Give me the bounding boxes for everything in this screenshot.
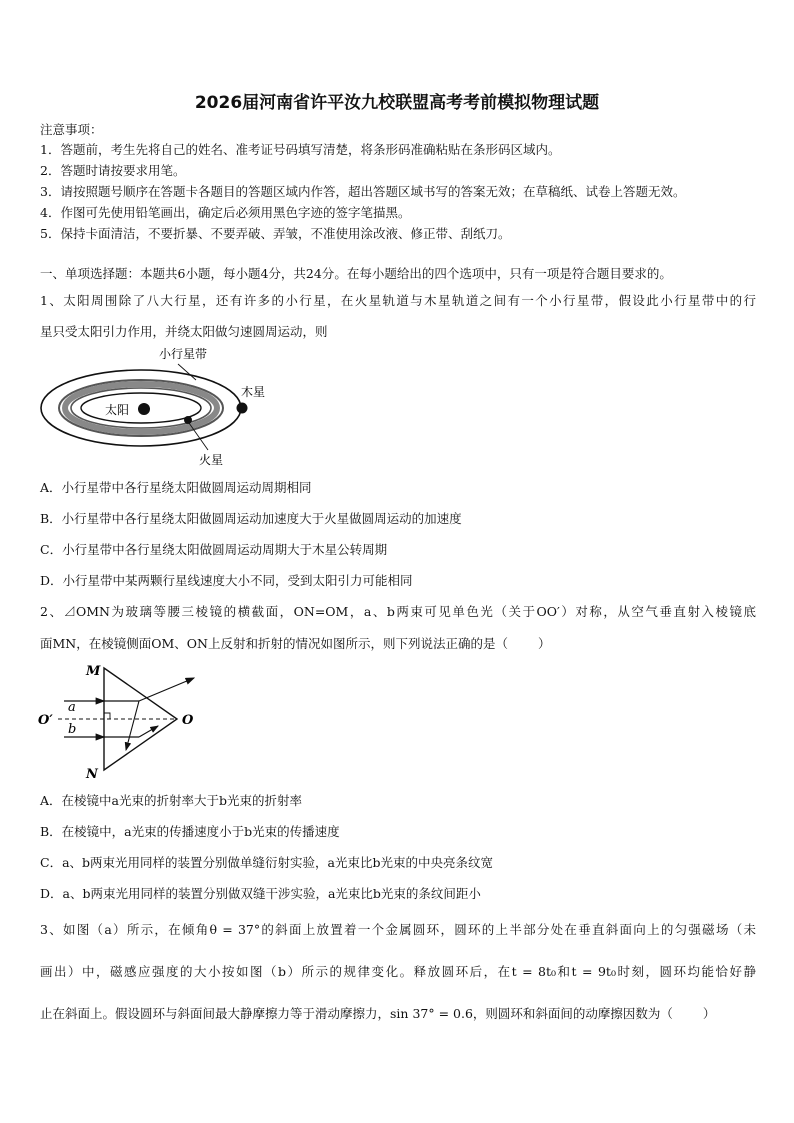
label-b: b xyxy=(68,722,77,737)
orbit-diagram xyxy=(36,342,276,470)
question-2-paren-close: ） xyxy=(537,636,551,651)
question-3-stem-line-1: 3、如图（a）所示，在倾角θ = 37°的斜面上放置着一个金属圆环，圆环的上半部分处在垂直斜面向上的匀强磁场（未 xyxy=(40,922,756,937)
question-2-option-a: A．在棱镜中a光束的折射率大于b光束的折射率 xyxy=(40,793,302,808)
ray-b-reflected xyxy=(139,726,158,737)
ray-a-refracted xyxy=(139,678,194,701)
label-m: M xyxy=(86,664,101,679)
notice-item-4: 4．作图可先使用铅笔画出，确定后必须用黑色字迹的签字笔描黑。 xyxy=(40,205,411,220)
question-1-stem-line-1: 1、太阳周围除了八大行星，还有许多的小行星，在火星轨道与木星轨道之间有一个小行星带，假设此小行星带中的行 xyxy=(40,293,756,308)
label-a: a xyxy=(68,700,76,715)
question-3-stem-line-3-text: 止在斜面上。假设圆环与斜面间最大静摩擦力等于滑动摩擦力，sin 37° = 0.6，则圆环和斜面间的动摩擦因数为（ xyxy=(40,1006,673,1021)
question-2-option-c: C．a、b两束光用同样的装置分别做单缝衍射实验，a光束比b光束的中央亮条纹宽 xyxy=(40,855,493,870)
ray-a-reflected xyxy=(126,701,139,750)
belt-pointer xyxy=(178,364,196,380)
notice-item-5: 5．保持卡面清洁，不要折暴、不要弄破、弄皱，不准使用涂改液、修正带、刮纸刀。 xyxy=(40,226,511,241)
notice-item-1: 1．答题前，考生先将自己的姓名、准考证号码填写清楚，将条形码准确粘贴在条形码区域内。 xyxy=(40,142,561,157)
belt-label: 小行星带 xyxy=(159,347,208,361)
jupiter-label: 木星 xyxy=(241,385,266,399)
question-1-option-b: B．小行星带中各行星绕太阳做圆周运动加速度大于火星做圆周运动的加速度 xyxy=(40,511,462,526)
question-3-stem-line-3 xyxy=(40,1006,715,1022)
question-1-option-a: A．小行星带中各行星绕太阳做圆周运动周期相同 xyxy=(40,480,312,495)
section-heading: 一、单项选择题：本题共6小题，每小题4分，共24分。在每小题给出的四个选项中，只有一项是符合题目要求的。 xyxy=(40,266,672,281)
question-1-stem-line-2: 星只受太阳引力作用，并绕太阳做匀速圆周运动，则 xyxy=(40,324,328,339)
jupiter xyxy=(237,403,248,414)
page-title: 2026届河南省许平汝九校联盟高考考前模拟物理试题 xyxy=(194,93,600,113)
label-n: N xyxy=(86,767,98,782)
label-o: O xyxy=(182,713,194,728)
question-1-option-c: C．小行星带中各行星绕太阳做圆周运动周期大于木星公转周期 xyxy=(40,542,388,557)
notice-item-3: 3．请按照题号顺序在答题卡各题目的答题区域内作答，超出答题区域书写的答案无效；在草稿纸、试卷上答题无效。 xyxy=(40,184,686,199)
question-1-option-d: D．小行星带中某两颗行星线速度大小不同，受到太阳引力可能相同 xyxy=(40,573,413,588)
question-2-stem-line-2-text: 面MN，在棱镜侧面OM、ON上反射和折射的情况如图所示，则下列说法正确的是（ xyxy=(40,636,508,651)
question-2-option-b: B．在棱镜中，a光束的传播速度小于b光束的传播速度 xyxy=(40,824,340,839)
mars xyxy=(184,416,192,424)
question-2-stem-line-1: 2、⊿OMN为玻璃等腰三棱镜的横截面，ON=OM，a、b两束可见单色光（关于OO′）对称，从空气垂直射入棱镜底 xyxy=(40,604,756,619)
question-2-stem-line-2 xyxy=(40,636,551,652)
sun-label: 太阳 xyxy=(105,403,130,417)
prism-diagram xyxy=(36,658,206,784)
question-2-option-d: D．a、b两束光用同样的装置分别做双缝干涉实验，a光束比b光束的条纹间距小 xyxy=(40,886,481,901)
question-3-stem-line-2: 画出）中，磁感应强度的大小按如图（b）所示的规律变化。释放圆环后，在t = 8t₀和t = 9t₀时刻，圆环均能恰好静 xyxy=(40,964,756,979)
notice-heading: 注意事项： xyxy=(40,122,103,137)
right-angle-mark xyxy=(104,713,110,719)
notice-item-2: 2．答题时请按要求用笔。 xyxy=(40,163,186,178)
sun xyxy=(138,403,150,415)
label-o-prime: O′ xyxy=(38,713,53,728)
mars-label: 火星 xyxy=(199,453,224,467)
question-3-paren-close: ） xyxy=(702,1006,716,1021)
